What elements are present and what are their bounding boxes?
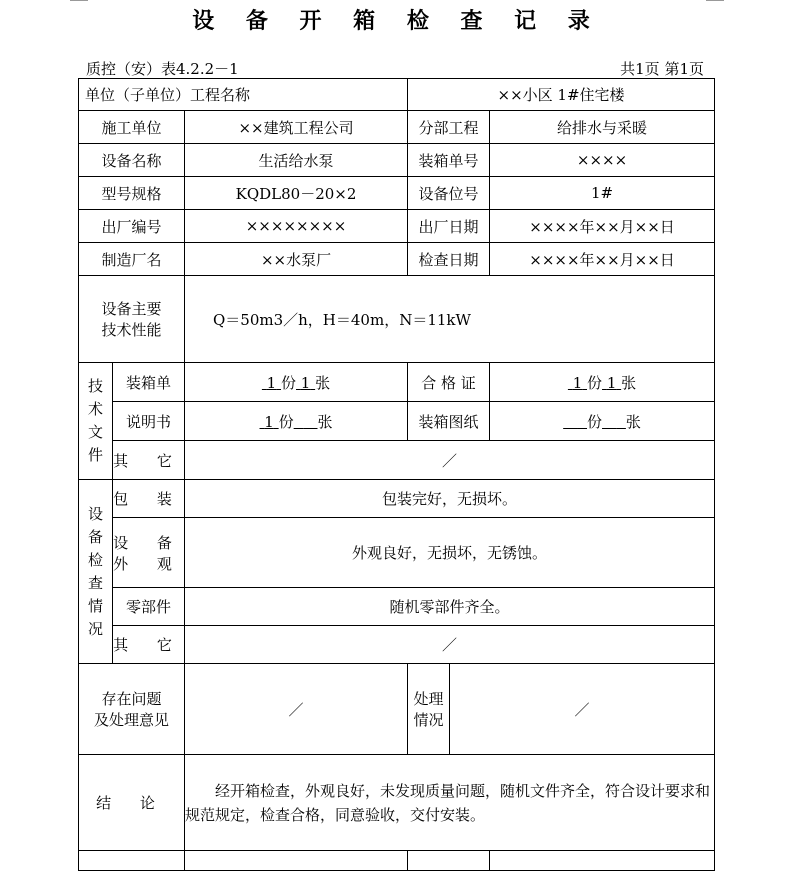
issues-label-line1: 存在问题 xyxy=(101,690,162,708)
packing-drawing-value xyxy=(490,402,715,441)
model-value: KQDL80－20×2 xyxy=(185,177,408,210)
serial-label: 出厂编号 xyxy=(79,210,185,243)
tech-docs-char: 文 xyxy=(87,423,103,441)
inspection-date-label: 检查日期 xyxy=(408,243,490,276)
maker-value: ××水泵厂 xyxy=(185,243,408,276)
sheet-unit: 张 xyxy=(625,412,641,431)
packing-list-copies: 1 xyxy=(266,373,277,392)
position-value: 1# xyxy=(490,177,715,210)
packing-list-label: 装箱单 xyxy=(113,363,185,402)
signature-cell xyxy=(79,851,185,871)
packing-list-sheets: 1 xyxy=(300,373,311,392)
issues-row xyxy=(79,664,715,755)
project-label: 单位（子单位）工程名称 xyxy=(79,79,408,111)
parts-label: 零部件 xyxy=(113,588,185,626)
inspection-group-label xyxy=(79,480,113,664)
equipment-name-row xyxy=(79,144,715,177)
inspection-form-table xyxy=(78,78,715,871)
certificate-copies: 1 xyxy=(572,373,583,392)
project-value: ××小区 1#住宅楼 xyxy=(408,79,715,111)
packing-list-value xyxy=(185,363,408,402)
position-label: 设备位号 xyxy=(408,177,490,210)
page-info: 共1页 第1页 xyxy=(620,60,704,78)
appearance-label-line2: 外 观 xyxy=(113,554,184,573)
contractor-label: 施工单位 xyxy=(79,111,185,144)
conclusion-row xyxy=(79,755,715,851)
manual-value xyxy=(185,402,408,441)
project-row xyxy=(79,79,715,111)
certificate-value xyxy=(490,363,715,402)
tech-docs-other-label: 其 它 xyxy=(113,441,185,480)
maker-label: 制造厂名 xyxy=(79,243,185,276)
signature-row-partial xyxy=(79,851,715,871)
page-title: 设 备 开 箱 检 查 记 录 xyxy=(192,9,602,34)
factory-date-value: ××××年××月××日 xyxy=(490,210,715,243)
manual-copies: 1 xyxy=(264,412,274,431)
serial-value: ×××××××× xyxy=(185,210,408,243)
packaging-value: 包装完好，无损坏。 xyxy=(185,480,715,518)
handling-value: ／ xyxy=(450,664,715,755)
inspection-other-row xyxy=(79,626,715,664)
conclusion-label: 结 论 xyxy=(79,755,185,851)
handling-label-line1: 处理 xyxy=(413,690,444,708)
tech-docs-char: 件 xyxy=(87,446,103,464)
manual-label: 说明书 xyxy=(113,402,185,441)
inspection-char: 况 xyxy=(87,619,103,638)
packaging-label: 包 装 xyxy=(113,480,185,518)
copy-unit: 份 xyxy=(587,373,603,392)
packing-drawing-copies xyxy=(563,413,587,431)
packing-list-row xyxy=(79,363,715,402)
tech-performance-value: Q＝50m3／h，H＝40m，N＝11kW xyxy=(185,276,715,363)
crop-mark-left xyxy=(70,0,88,3)
form-code: 质控（安）表4.2.2－1 xyxy=(86,60,239,78)
inspection-char: 备 xyxy=(87,527,103,546)
issues-label-line2: 及处理意见 xyxy=(93,711,169,729)
sheet-unit: 张 xyxy=(317,412,333,431)
tech-performance-label-line2: 技术性能 xyxy=(101,321,162,339)
packing-drawing-sheets xyxy=(602,413,626,431)
parts-row xyxy=(79,588,715,626)
subdivision-label: 分部工程 xyxy=(408,111,490,144)
manual-sheets xyxy=(294,413,318,431)
certificate-label: 合 格 证 xyxy=(408,363,490,402)
serial-row xyxy=(79,210,715,243)
tech-performance-label-line1: 设备主要 xyxy=(101,300,162,318)
equipment-name-value: 生活给水泵 xyxy=(185,144,408,177)
appearance-row xyxy=(79,518,715,588)
signature-cell xyxy=(490,851,715,871)
handling-label-line2: 情况 xyxy=(413,711,444,729)
appearance-label xyxy=(113,518,185,588)
packaging-row xyxy=(79,480,715,518)
signature-cell xyxy=(408,851,490,871)
tech-docs-group-label xyxy=(79,363,113,480)
tech-performance-label xyxy=(79,276,185,363)
inspection-date-value: ××××年××月××日 xyxy=(490,243,715,276)
equipment-name-label: 设备名称 xyxy=(79,144,185,177)
packing-no-value: ×××× xyxy=(490,144,715,177)
inspection-other-value: ／ xyxy=(185,626,715,664)
tech-docs-other-row xyxy=(79,441,715,480)
packing-no-label: 装箱单号 xyxy=(408,144,490,177)
packing-drawing-label: 装箱图纸 xyxy=(408,402,490,441)
inspection-char: 检 xyxy=(87,550,103,569)
subdivision-value: 给排水与采暖 xyxy=(490,111,715,144)
inspection-char: 查 xyxy=(87,573,103,592)
contractor-row xyxy=(79,111,715,144)
model-row xyxy=(79,177,715,210)
certificate-sheets: 1 xyxy=(606,373,617,392)
copy-unit: 份 xyxy=(587,412,603,431)
tech-docs-char: 术 xyxy=(87,400,103,418)
manual-row xyxy=(79,402,715,441)
inspection-char: 设 xyxy=(87,504,103,523)
model-label: 型号规格 xyxy=(79,177,185,210)
parts-value: 随机零部件齐全。 xyxy=(185,588,715,626)
copy-unit: 份 xyxy=(278,412,294,431)
factory-date-label: 出厂日期 xyxy=(408,210,490,243)
appearance-label-line1: 设 备 xyxy=(113,533,184,552)
maker-row xyxy=(79,243,715,276)
inspection-char: 情 xyxy=(87,596,103,615)
appearance-value: 外观良好，无损坏，无锈蚀。 xyxy=(185,518,715,588)
signature-cell xyxy=(185,851,408,871)
issues-value: ／ xyxy=(185,664,408,755)
contractor-value: ××建筑工程公司 xyxy=(185,111,408,144)
sheet-unit: 张 xyxy=(621,373,637,392)
tech-performance-row xyxy=(79,276,715,363)
issues-label xyxy=(79,664,185,755)
sheet-unit: 张 xyxy=(315,373,331,392)
conclusion-text: 经开箱检查，外观良好，未发现质量问题，随机文件齐全，符合设计要求和规范规定，检查合格，同意验收，交付安装。 xyxy=(185,781,711,824)
tech-docs-char: 技 xyxy=(87,377,103,395)
copy-unit: 份 xyxy=(281,373,297,392)
handling-label xyxy=(408,664,450,755)
tech-docs-other-value: ／ xyxy=(185,441,715,480)
inspection-other-label: 其 它 xyxy=(113,626,185,664)
conclusion-value xyxy=(185,755,715,851)
crop-mark-right xyxy=(706,0,724,3)
